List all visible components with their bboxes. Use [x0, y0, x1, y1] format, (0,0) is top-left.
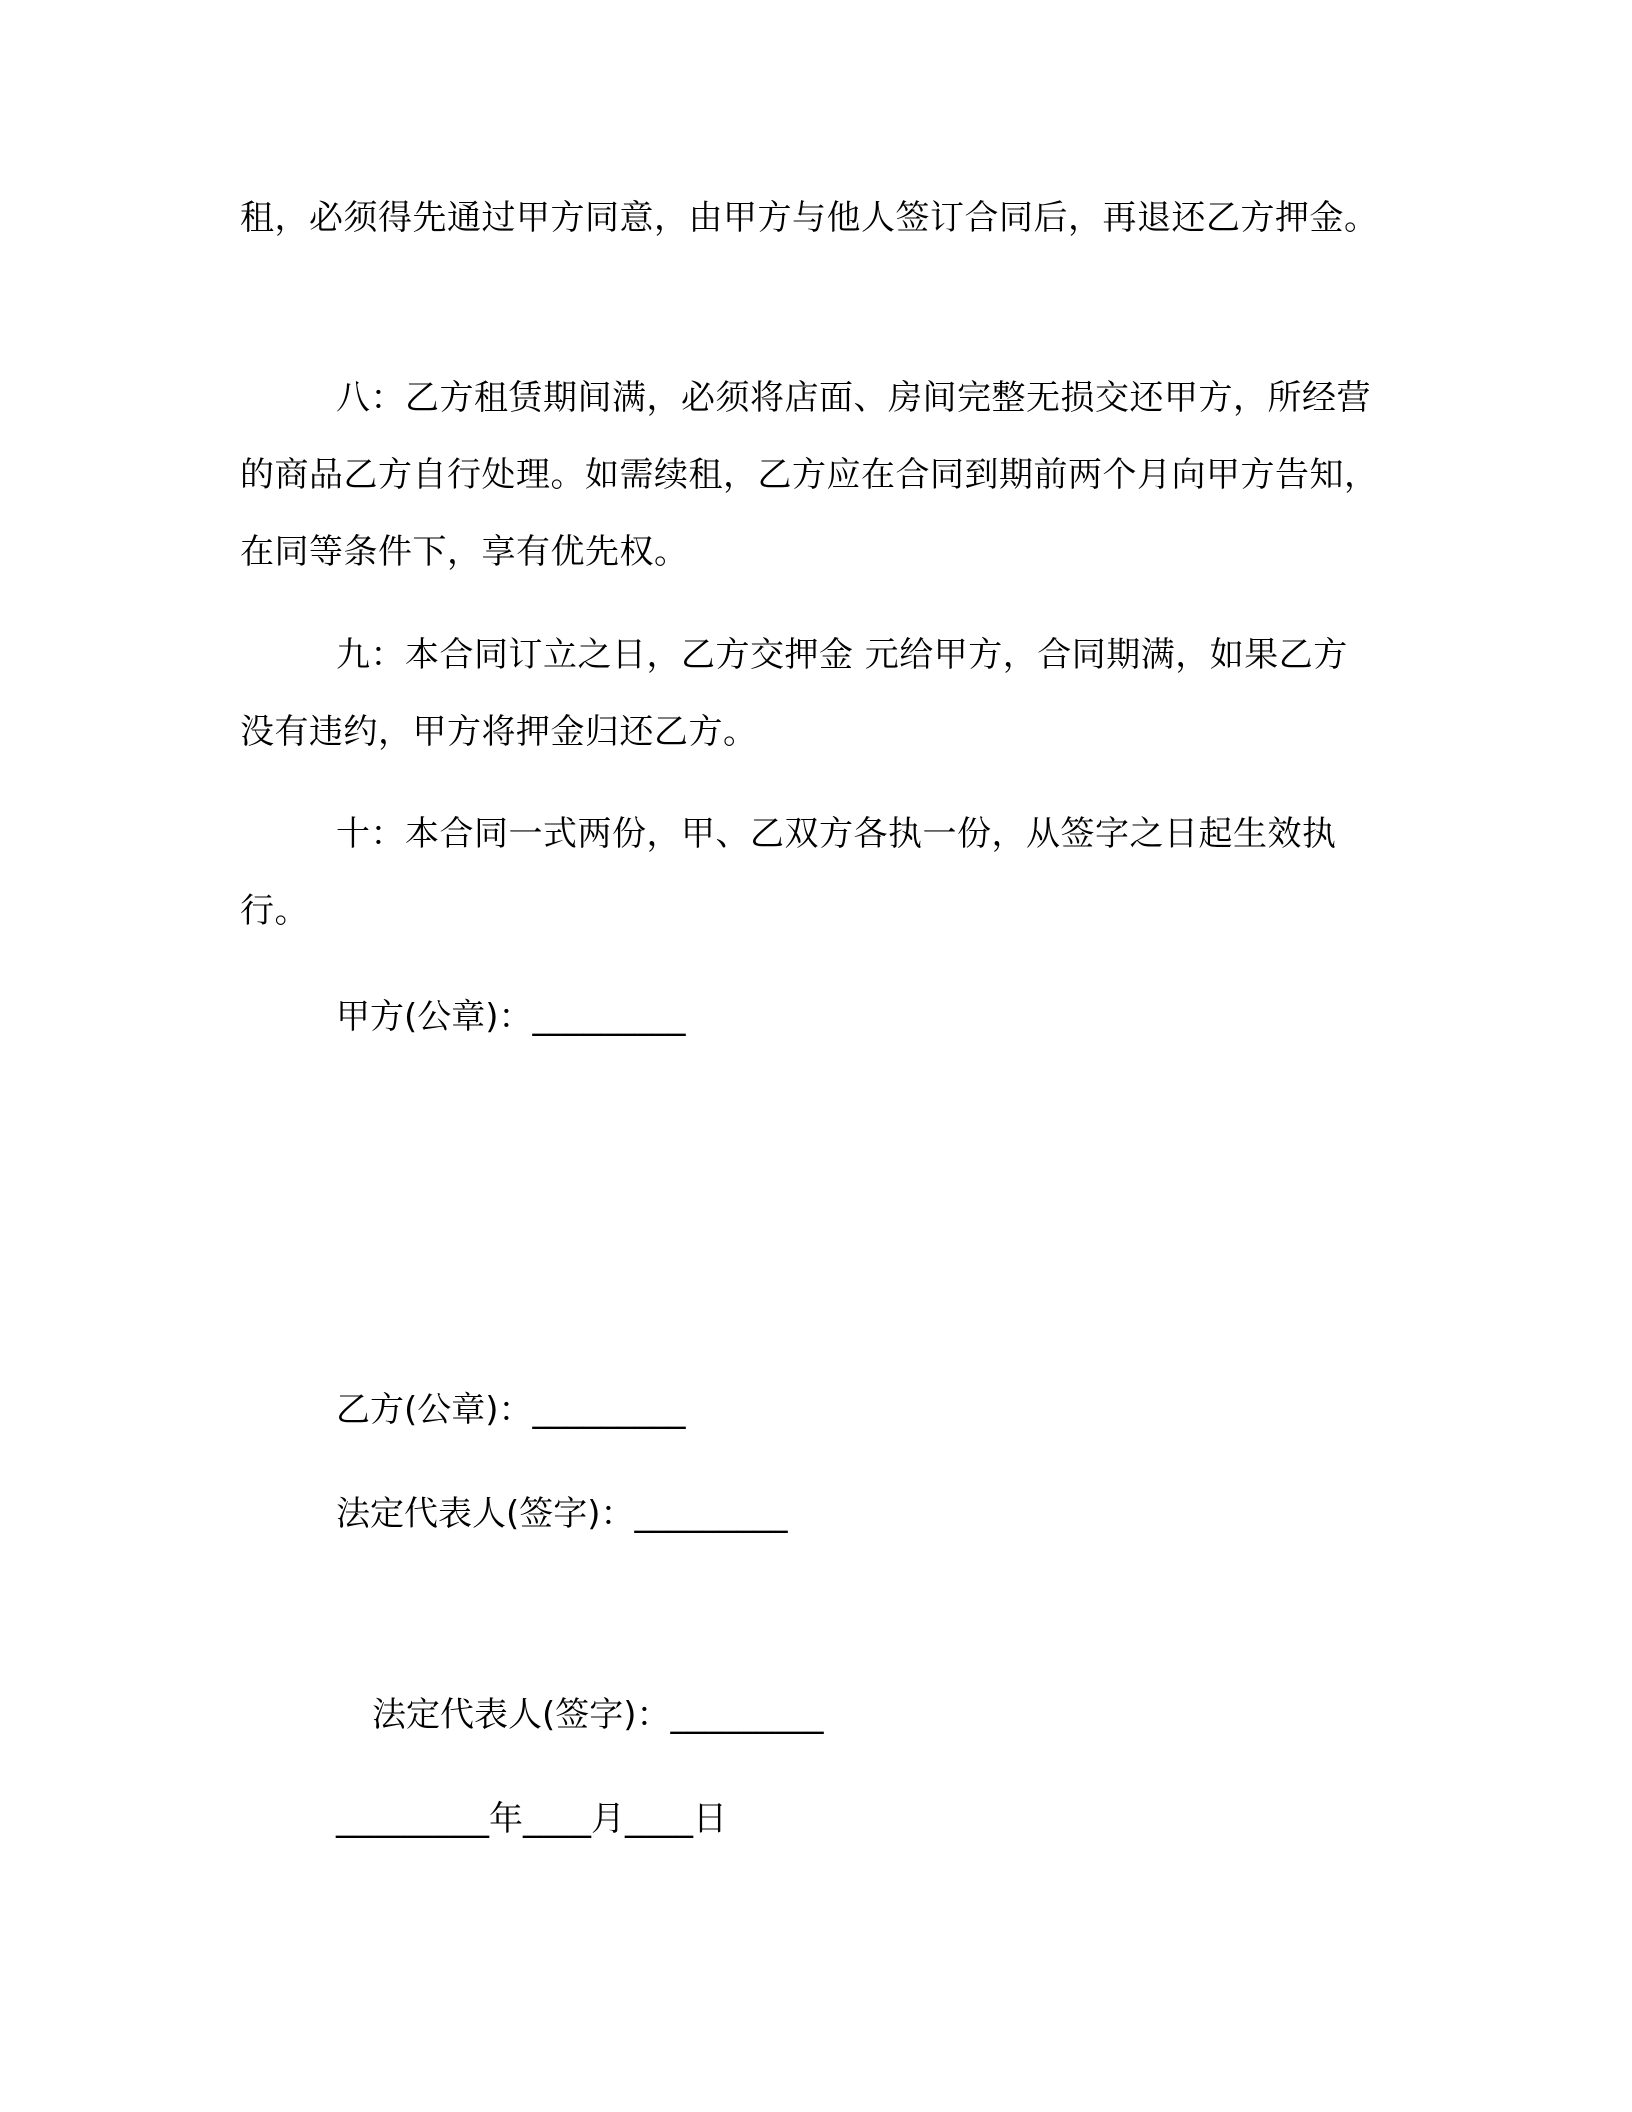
paragraph-clause-9: 九：本合同订立之日，乙方交押金 元给甲方，合同期满，如果乙方没有违约，甲方将押金归还乙方。	[240, 635, 1348, 752]
party-b-signature-line: 乙方(公章)：_________	[336, 1390, 686, 1430]
legal-representative-signature-line-1: 法定代表人(签字)：_________	[336, 1494, 788, 1534]
legal-representative-signature-line-2: 法定代表人(签字)：_________	[372, 1695, 824, 1735]
signing-date-line: _________年____月____日	[336, 1799, 727, 1839]
paragraph-deposit-return: 租，必须得先通过甲方同意，由甲方与他人签订合同后，再退还乙方押金。	[240, 198, 1379, 238]
paragraph-clause-8: 八：乙方租赁期间满，必须将店面、房间完整无损交还甲方，所经营的商品乙方自行处理。如需续租，乙方应在合同到期前两个月向甲方告知，在同等条件下，享有优先权。	[240, 378, 1379, 572]
party-a-signature-line: 甲方(公章)：_________	[336, 997, 686, 1037]
paragraph-clause-10: 十：本合同一式两份，甲、乙双方各执一份，从签字之日起生效执行。	[240, 814, 1337, 931]
